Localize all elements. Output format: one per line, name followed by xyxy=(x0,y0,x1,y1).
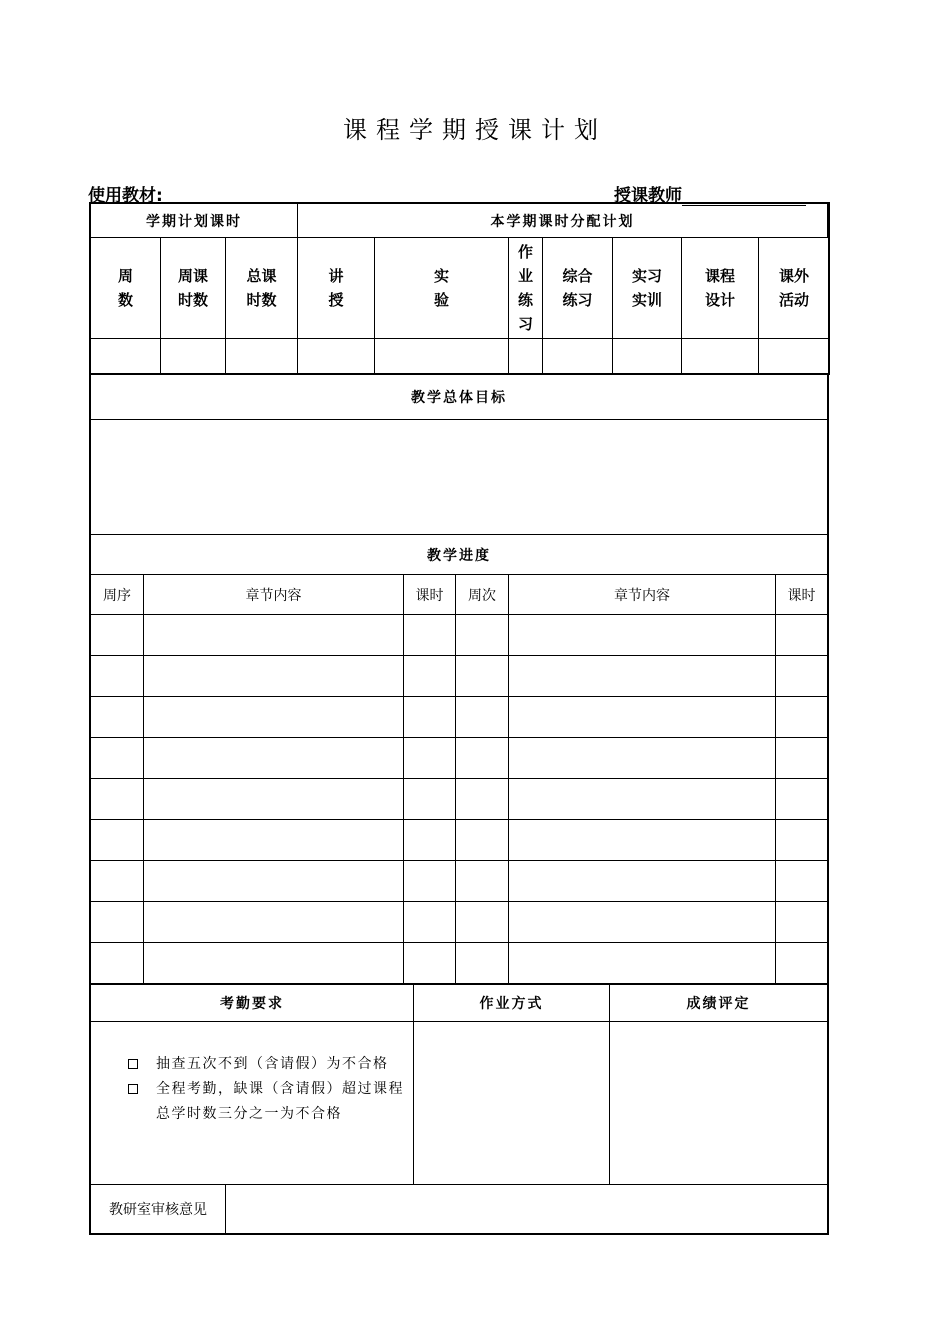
attendance-item-text: 抽查五次不到（含请假）为不合格 xyxy=(156,1056,389,1072)
progress-cell-week-order[interactable] xyxy=(90,778,144,820)
progress-cell-week-order[interactable] xyxy=(90,819,144,861)
progress-cell-chapter-content-right[interactable] xyxy=(508,942,776,984)
progress-cell-week-order[interactable] xyxy=(90,737,144,779)
input-experiment[interactable] xyxy=(374,338,509,374)
progress-col-chapter-content-left: 章节内容 xyxy=(143,574,404,615)
progress-cell-hours-right[interactable] xyxy=(775,696,828,738)
col-total-hours: 总课 时数 xyxy=(225,237,298,339)
progress-cell-week-number[interactable] xyxy=(455,942,509,984)
col-experiment: 实 验 xyxy=(374,237,509,339)
progress-cell-week-number[interactable] xyxy=(455,860,509,902)
progress-cell-chapter-content-right[interactable] xyxy=(508,819,776,861)
progress-cell-hours-left[interactable] xyxy=(403,778,456,820)
progress-cell-chapter-content-right[interactable] xyxy=(508,696,776,738)
grading-title: 成绩评定 xyxy=(609,984,828,1022)
progress-cell-chapter-content-right[interactable] xyxy=(508,778,776,820)
input-lecture[interactable] xyxy=(297,338,375,374)
progress-cell-week-order[interactable] xyxy=(90,614,144,656)
progress-cell-week-number[interactable] xyxy=(455,737,509,779)
progress-cell-chapter-content-left[interactable] xyxy=(143,942,404,984)
progress-cell-chapter-content-left[interactable] xyxy=(143,819,404,861)
progress-cell-hours-right[interactable] xyxy=(775,614,828,656)
progress-cell-hours-right[interactable] xyxy=(775,655,828,697)
progress-cell-hours-right[interactable] xyxy=(775,737,828,779)
checkbox-icon[interactable] xyxy=(128,1059,138,1069)
progress-cell-hours-left[interactable] xyxy=(403,696,456,738)
progress-cell-hours-left[interactable] xyxy=(403,655,456,697)
col-extracurricular: 课外 活动 xyxy=(758,237,830,339)
col-weekly-hours: 周课 时数 xyxy=(160,237,226,339)
progress-cell-week-order[interactable] xyxy=(90,942,144,984)
input-comprehensive-practice[interactable] xyxy=(542,338,613,374)
progress-cell-chapter-content-right[interactable] xyxy=(508,737,776,779)
progress-cell-week-number[interactable] xyxy=(455,614,509,656)
attendance-item xyxy=(126,1052,411,1077)
homework-method-title: 作业方式 xyxy=(413,984,610,1022)
progress-cell-hours-right[interactable] xyxy=(775,942,828,984)
textbook-label: 使用教材: xyxy=(88,186,163,206)
progress-cell-week-order[interactable] xyxy=(90,655,144,697)
input-total-hours[interactable] xyxy=(225,338,298,374)
col-internship: 实习 实训 xyxy=(612,237,682,339)
attendance-list xyxy=(126,1052,411,1127)
progress-cell-week-number[interactable] xyxy=(455,696,509,738)
progress-cell-hours-right[interactable] xyxy=(775,901,828,943)
input-weekly-hours[interactable] xyxy=(160,338,226,374)
progress-cell-chapter-content-left[interactable] xyxy=(143,737,404,779)
progress-cell-chapter-content-left[interactable] xyxy=(143,778,404,820)
progress-cell-week-number[interactable] xyxy=(455,819,509,861)
input-weeks[interactable] xyxy=(90,338,161,374)
attendance-item-text: 全程考勤，缺课（含请假）超过课程总学时数三分之一为不合格 xyxy=(156,1081,404,1122)
grading-content[interactable] xyxy=(609,1021,828,1185)
progress-cell-week-number[interactable] xyxy=(455,655,509,697)
progress-cell-chapter-content-left[interactable] xyxy=(143,860,404,902)
allocation-group-header: 本学期课时分配计划 xyxy=(297,203,828,238)
progress-cell-chapter-content-right[interactable] xyxy=(508,614,776,656)
progress-cell-chapter-content-right[interactable] xyxy=(508,901,776,943)
progress-col-hours-right: 课时 xyxy=(775,574,828,615)
input-extracurricular[interactable] xyxy=(758,338,830,374)
input-course-design[interactable] xyxy=(681,338,759,374)
review-content[interactable] xyxy=(225,1184,828,1234)
col-comprehensive-practice: 综合 练习 xyxy=(542,237,613,339)
col-lecture: 讲 授 xyxy=(297,237,375,339)
progress-col-week-number: 周次 xyxy=(455,574,509,615)
page-title: 课程学期授课计划 xyxy=(343,116,607,144)
goal-content-area[interactable] xyxy=(90,419,828,535)
progress-col-chapter-content-right: 章节内容 xyxy=(508,574,776,615)
progress-cell-week-order[interactable] xyxy=(90,901,144,943)
progress-cell-chapter-content-left[interactable] xyxy=(143,696,404,738)
progress-cell-hours-left[interactable] xyxy=(403,901,456,943)
progress-col-hours-left: 课时 xyxy=(403,574,456,615)
progress-cell-chapter-content-left[interactable] xyxy=(143,614,404,656)
progress-cell-week-order[interactable] xyxy=(90,696,144,738)
progress-cell-hours-left[interactable] xyxy=(403,737,456,779)
attendance-item xyxy=(126,1077,411,1127)
progress-cell-chapter-content-left[interactable] xyxy=(143,901,404,943)
checkbox-icon[interactable] xyxy=(128,1084,138,1094)
progress-cell-chapter-content-right[interactable] xyxy=(508,655,776,697)
progress-cell-hours-right[interactable] xyxy=(775,860,828,902)
input-internship[interactable] xyxy=(612,338,682,374)
attendance-title: 考勤要求 xyxy=(90,984,414,1022)
homework-method-content[interactable] xyxy=(413,1021,610,1185)
progress-cell-hours-right[interactable] xyxy=(775,819,828,861)
progress-cell-hours-left[interactable] xyxy=(403,860,456,902)
teacher-label: 授课教师 xyxy=(614,186,682,206)
semester-hours-group-header: 学期计划课时 xyxy=(90,203,298,238)
progress-cell-chapter-content-left[interactable] xyxy=(143,655,404,697)
progress-cell-week-number[interactable] xyxy=(455,778,509,820)
progress-cell-hours-left[interactable] xyxy=(403,614,456,656)
input-homework-practice[interactable] xyxy=(508,338,543,374)
progress-cell-week-order[interactable] xyxy=(90,860,144,902)
progress-cell-hours-right[interactable] xyxy=(775,778,828,820)
col-course-design: 课程 设计 xyxy=(681,237,759,339)
progress-col-week-order: 周序 xyxy=(90,574,144,615)
progress-cell-chapter-content-right[interactable] xyxy=(508,860,776,902)
progress-cell-hours-left[interactable] xyxy=(403,819,456,861)
review-label: 教研室审核意见 xyxy=(90,1184,226,1234)
col-homework-practice: 作 业 练 习 xyxy=(508,237,543,339)
progress-cell-hours-left[interactable] xyxy=(403,942,456,984)
goal-section-title: 教学总体目标 xyxy=(90,374,828,420)
progress-section-title: 教学进度 xyxy=(90,534,828,575)
progress-cell-week-number[interactable] xyxy=(455,901,509,943)
col-weeks: 周 数 xyxy=(90,237,161,339)
